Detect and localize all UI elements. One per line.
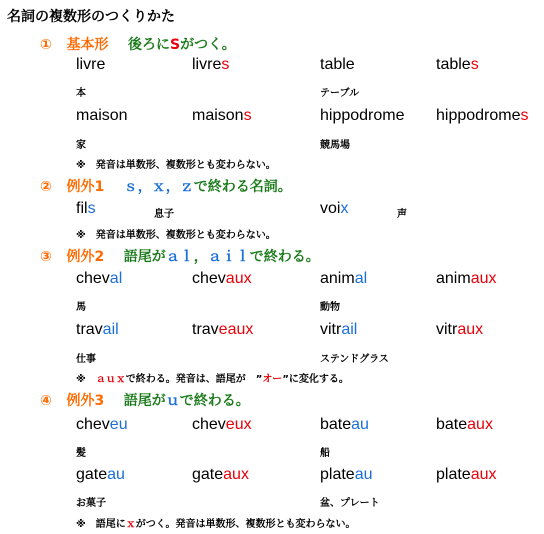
word-animaux: animaux <box>436 270 497 287</box>
word-plateau: plateau <box>320 466 373 483</box>
gloss-animal: 動物 <box>320 302 340 313</box>
gloss-maison: 家 <box>76 140 86 151</box>
word-maison: maison <box>76 107 128 124</box>
word-cheveux: cheveux <box>192 416 252 433</box>
word-gateau: gateau <box>76 466 125 483</box>
gloss-livre: 本 <box>76 88 86 99</box>
word-cheval: cheval <box>76 270 123 287</box>
word-tables: tables <box>436 56 479 73</box>
word-bateaux: bateaux <box>436 416 493 433</box>
section-number: ① <box>40 37 52 53</box>
section-number: ④ <box>40 393 52 409</box>
section-3-heading <box>40 246 320 266</box>
word-hippodromes: hippodromes <box>436 107 529 124</box>
section-desc: 語尾がａｌ，ａｉｌで終わる。 <box>123 249 320 265</box>
section-desc: 語尾がｕで終わる。 <box>123 393 250 409</box>
section-4-heading <box>40 390 250 410</box>
gloss-voix: 声 <box>397 209 407 220</box>
word-chevaux: chevaux <box>192 270 252 287</box>
section-1-heading <box>40 34 236 54</box>
word-gateaux: gateaux <box>192 466 249 483</box>
word-livres: livres <box>192 56 230 73</box>
word-table: table <box>320 56 355 73</box>
word-vitrail: vitrail <box>320 321 358 338</box>
section-1-note: ※ 発音は単数形、複数形とも変わらない。 <box>76 160 276 171</box>
section-label: 例外3 <box>66 393 105 409</box>
gloss-bateau: 船 <box>320 448 330 459</box>
word-plateaux: plateaux <box>436 466 497 483</box>
section-label: 例外2 <box>66 249 105 265</box>
word-voix: voix <box>320 200 349 217</box>
word-cheveu: cheveu <box>76 416 128 433</box>
word-animal: animal <box>320 270 368 287</box>
word-livre: livre <box>76 56 106 73</box>
section-desc: 後ろにSがつく。 <box>127 37 236 53</box>
word-vitraux: vitraux <box>436 321 484 338</box>
gloss-travail: 仕事 <box>76 354 96 365</box>
section-2-note: ※ 発音は単数形、複数形とも変わらない。 <box>76 230 276 241</box>
section-number: ② <box>40 179 52 195</box>
gloss-vitrail: ステンドグラス <box>320 354 389 365</box>
gloss-cheveu: 髪 <box>76 448 86 459</box>
section-label: 例外1 <box>66 179 105 195</box>
section-label: 基本形 <box>66 37 109 53</box>
gloss-cheval: 馬 <box>76 302 86 313</box>
word-fils: fils <box>76 200 96 217</box>
word-bateau: bateau <box>320 416 369 433</box>
page-title: 名詞の複数形のつくりかた <box>7 9 175 25</box>
word-maisons: maisons <box>192 107 252 124</box>
section-4-note: ※ 語尾にｘがつく。発音は単数形、複数形とも変わらない。 <box>76 519 356 530</box>
gloss-gateau: お菓子 <box>76 498 106 509</box>
gloss-fils: 息子 <box>154 209 174 220</box>
section-desc: ｓ，ｘ，ｚで終わる名詞。 <box>123 179 292 195</box>
section-3-note: ※ ａｕｘで終わる。発音は、語尾が ”オー”に変化する。 <box>76 374 349 385</box>
gloss-table: テーブル <box>320 88 360 99</box>
section-2-heading <box>40 176 292 196</box>
section-number: ③ <box>40 249 52 265</box>
word-travail: travail <box>76 321 119 338</box>
word-travaux: traveaux <box>192 321 254 338</box>
gloss-plateau: 盆、プレート <box>320 498 380 509</box>
word-hippodrome: hippodrome <box>320 107 405 124</box>
gloss-hippodrome: 競馬場 <box>320 140 350 151</box>
